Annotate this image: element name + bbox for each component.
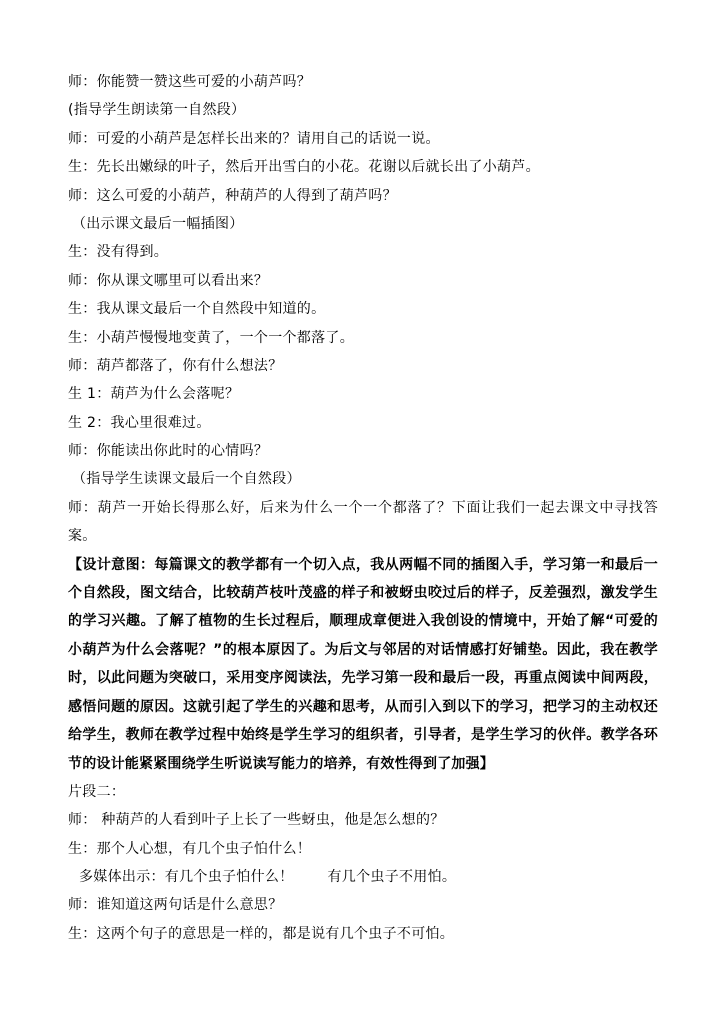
dialog-line-4: 师：这么可爱的小葫芦，种葫芦的人得到了葫芦吗？	[68, 187, 397, 204]
dialog2-line-2: 生：那个人心想，有几个虫子怕什么！	[68, 840, 312, 857]
dialog-line-1: 师：你能赞一赞这些可爱的小葫芦吗？	[68, 74, 312, 90]
dialog-line-8: 生：小葫芦慢慢地变黄了，一个一个都落了。	[68, 329, 354, 346]
dialog-line-12: 师：你能读出你此时的心情吗？	[68, 443, 269, 460]
multimedia-sentence-a: 多媒体出示：有几个虫子怕什么！	[79, 869, 294, 886]
dialog2-line-1: 师： 种葫芦的人看到叶子上长了一些蚜虫，他是怎么想的？	[68, 812, 445, 829]
dialog2-line-4: 生：这两个句子的意思是一样的，都是说有几个虫子不可怕。	[68, 925, 455, 942]
stage-direction-2: （出示课文最后一幅插图）	[72, 215, 244, 232]
multimedia-sentence-b: 有几个虫子不用怕。	[327, 869, 457, 886]
dialog-line-6: 师：你从课文哪里可以看出来？	[68, 272, 269, 289]
stage-direction-1: (指导学生朗读第一自然段）	[68, 102, 246, 119]
multimedia-display	[68, 863, 658, 891]
dialog2-line-3: 师：谁知道这两句话是什么意思？	[68, 897, 283, 914]
dialog-line-3: 生：先长出嫩绿的叶子，然后开出雪白的小花。花谢以后就长出了小葫芦。	[68, 159, 540, 176]
stage-direction-3: （指导学生读课文最后一个自然段）	[72, 471, 301, 488]
dialog-line-10: 生 1：葫芦为什么会落呢？	[68, 386, 240, 403]
document-page	[68, 68, 658, 948]
dialog-line-2: 师：可爱的小葫芦是怎样长出来的？请用自己的话说一说。	[68, 130, 440, 147]
dialog-line-5: 生：没有得到。	[68, 244, 169, 261]
section-title: 片段二：	[68, 783, 126, 800]
dialog-line-7: 生：我从课文最后一个自然段中知道的。	[68, 301, 326, 318]
dialog-line-9: 师：葫芦都落了，你有什么想法？	[68, 357, 283, 374]
dialog-line-11: 生 2：我心里很难过。	[68, 414, 211, 431]
design-intent-paragraph: 【设计意图：每篇课文的教学都有一个切入点，我从两幅不同的插图入手，学习第一和最后一个自然段，图文结合，比较葫芦枝叶茂盛的样子和被蚜虫咬过后的样子，反差强烈，激发学生的学习兴趣。了解了植物的生长过程后，顺理成章便进入我创设的情境中，开始了解“可爱的小葫芦为什么会落呢？”的根本原因了。为后文与邻居的对话情感打好铺垫。因此，我在教学时，以此问题为突破口，采用变序阅读法，先学习第一段和最后一段，再重点阅读中间两段，感悟问题的原因。这就引起了学生的兴趣和思考，从而引入到以下的学习，把学习的主动权还给学生，教师在教学过程中始终是学生学习的组织者，引导者，是学生学习的伙伴。教学各环节的设计能紧紧围绕学生听说读写能力的培养，有效性得到了加强】	[68, 556, 658, 772]
teacher-question-paragraph: 师：葫芦一开始长得那么好，后来为什么一个一个都落了？下面让我们一起去课文中寻找答案。	[68, 499, 658, 545]
